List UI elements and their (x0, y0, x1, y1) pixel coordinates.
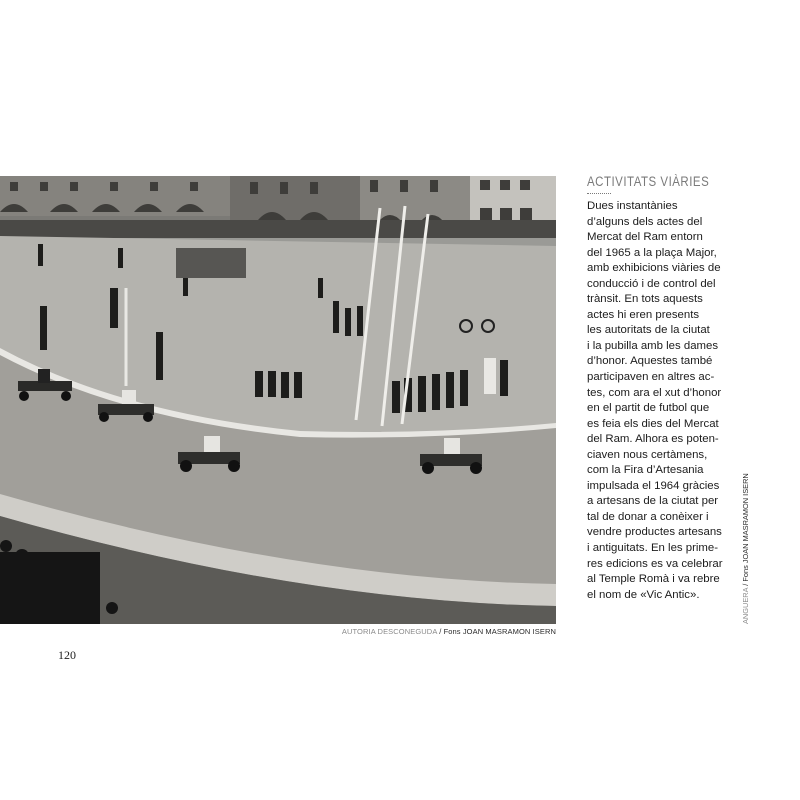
caption-line: Dues instantànies (587, 200, 678, 212)
caption-line: d’alguns dels actes del (587, 215, 703, 228)
side-photo-credit (741, 473, 750, 624)
caption-line: tal de donar a conèixer i (587, 510, 709, 523)
photo-credit (0, 627, 556, 636)
caption-line: i antiguitats. En les prime- (587, 542, 719, 555)
photo-credit-separator: / (437, 627, 444, 636)
section-title: ACTIVITATS VIÀRIES (587, 174, 710, 189)
caption-line: tes, com ara el xut d’honor (587, 386, 722, 399)
side-credit-author: ANGUERA (741, 587, 750, 624)
caption-body-text (587, 199, 727, 603)
caption-line: vendre productes artesans (587, 526, 722, 539)
historic-go-kart-photo (0, 176, 556, 624)
side-credit-fonds: Fons JOAN MASRAMON ISERN (741, 473, 750, 582)
page-number: 120 (58, 648, 76, 662)
caption-line: i la pubilla amb les dames (587, 339, 719, 352)
caption-line: es feia els dies del Mercat (587, 417, 719, 430)
caption-line: impulsada el 1964 gràcies (587, 479, 720, 492)
caption-line: del 1965 a la plaça Major, (587, 246, 717, 259)
caption-line: actes hi eren presents (587, 308, 700, 321)
side-credit-separator: / (741, 581, 750, 588)
caption-line: les autoritats de la ciutat (587, 324, 710, 337)
title-dotted-rule (587, 193, 611, 194)
caption-line: com la Fira d’Artesania (587, 464, 704, 477)
caption-line: ciaven nous certàmens, (587, 448, 708, 461)
caption-line: d’honor. Aquestes també (587, 355, 713, 368)
caption-line: en el partit de futbol que (587, 402, 710, 415)
caption-line: amb exhibicions viàries de (587, 262, 721, 275)
photo-credit-fonds: Fons JOAN MASRAMON ISERN (443, 627, 556, 636)
caption-line: conducció i de control del (587, 277, 716, 290)
caption-line: Mercat del Ram entorn (587, 231, 703, 244)
caption-line: el nom de «Vic Antic». (587, 588, 700, 601)
photo-credit-author: AUTORIA DESCONEGUDA (341, 627, 438, 636)
caption-line: participaven en altres ac- (587, 371, 715, 384)
caption-line: res edicions es va celebrar (587, 557, 723, 570)
caption-line: a artesans de la ciutat per (587, 495, 719, 508)
caption-line: trànsit. En tots aquests (587, 293, 703, 306)
caption-line: al Temple Romà i va rebre (587, 573, 720, 586)
caption-line: del Ram. Alhora es poten- (587, 433, 719, 446)
